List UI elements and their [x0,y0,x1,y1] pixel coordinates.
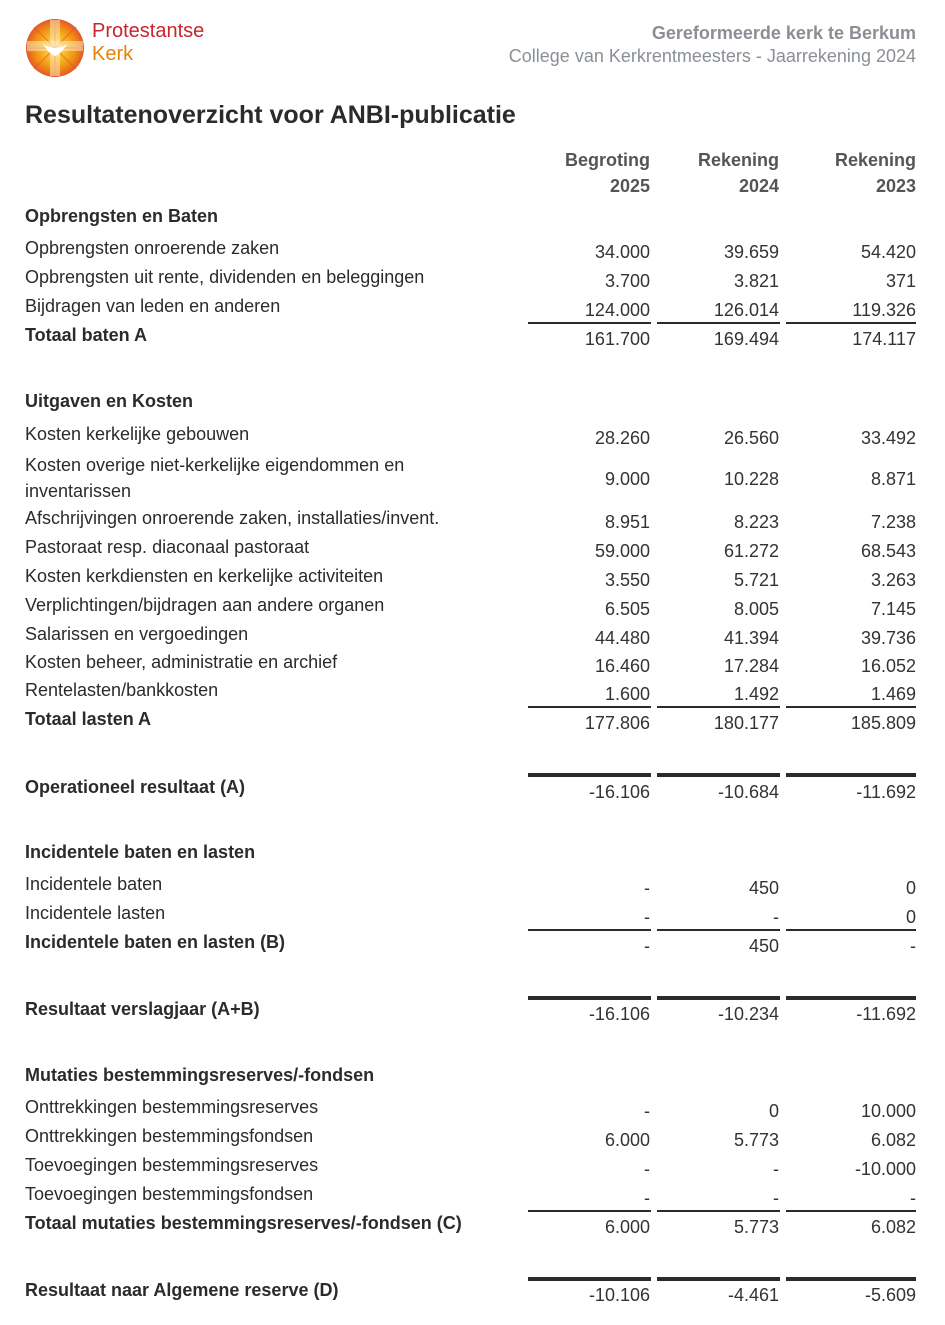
row-label: Kosten beheer, administratie en archief [25,652,338,672]
row-label: Kosten kerkdiensten en kerkelijke activiteiten [25,566,384,586]
row-label: Onttrekkingen bestemmingsreserves [25,1097,319,1117]
row-label: Verplichtingen/bijdragen aan andere organen [25,595,385,615]
row-label: Onttrekkingen bestemmingsfondsen [25,1126,314,1146]
value-2024: 39.659 [723,242,779,262]
total-row-mutaties [0,1212,945,1241]
row-label: Incidentele lasten [25,903,166,923]
value-2023: 174.117 [852,329,916,349]
table-row [0,1183,945,1212]
table-row [0,1096,945,1125]
value-2023: 3.263 [870,570,916,590]
row-label: Pastoraat resp. diaconaal pastoraat [25,537,310,557]
value-2023: 33.492 [860,428,916,448]
row-label: Totaal lasten A [25,709,152,729]
row-label: Resultaat verslagjaar (A+B) [25,999,260,1019]
value-2025: 177.806 [584,713,650,733]
value-2025: - [644,1101,650,1121]
value-2023: 185.809 [850,713,916,733]
column-header-line2: 2025 [609,176,650,196]
page-title: Resultatenoverzicht voor ANBI-publicatie [25,101,516,129]
section-heading [0,841,945,870]
row-label: Incidentele baten [25,874,163,894]
value-2025: 1.600 [604,684,650,704]
value-2024: 169.494 [713,329,779,349]
value-2023: 39.736 [860,628,916,648]
column-header-line1: Rekening [697,150,779,170]
value-2023: - [910,936,916,956]
section-title: Mutaties bestemmingsreserves/-fondsen [25,1065,375,1085]
logo-line-1: Protestantse [92,20,205,42]
row-label [25,452,404,504]
column-header-rekening-2023 [835,147,916,199]
value-2025: -16.106 [588,782,650,802]
value-2024: 3.821 [733,271,779,291]
table-row [0,295,945,324]
value-2024: 8.005 [733,599,779,619]
total-row-incidenteel [0,931,945,960]
document-header [509,22,916,68]
value-2024: 1.492 [733,684,779,704]
value-2023: -11.692 [856,1004,916,1024]
value-2024: 61.272 [723,541,779,561]
total-row-baten [0,324,945,353]
value-2023: 1.469 [870,684,916,704]
table-row [0,536,945,565]
row-label: Incidentele baten en lasten (B) [25,932,286,952]
value-2023: 119.326 [852,300,916,320]
value-2025: 6.505 [604,599,650,619]
value-2023: 6.082 [870,1217,916,1237]
row-label: Opbrengsten onroerende zaken [25,238,280,258]
row-label: Afschrijvingen onroerende zaken, installaties/invent. [25,508,440,528]
value-2024: 5.773 [733,1130,779,1150]
table-row [0,679,945,708]
value-2025: 28.260 [594,428,650,448]
table-row [0,423,945,452]
row-label: Kosten kerkelijke gebouwen [25,424,250,444]
value-2024: -4.461 [727,1285,779,1305]
value-2023: 68.543 [860,541,916,561]
value-2025: 3.700 [604,271,650,291]
value-2024: 126.014 [713,300,779,320]
table-row [0,902,945,931]
table-row [0,565,945,594]
value-2025: -16.106 [588,1004,650,1024]
row-label: Rentelasten/bankkosten [25,680,219,700]
value-2025: 3.550 [604,570,650,590]
column-header-rekening-2024 [698,147,779,199]
value-2025: 8.951 [604,512,650,532]
table-row [0,873,945,902]
value-2025: 59.000 [594,541,650,561]
value-2025: - [644,1159,650,1179]
value-2024: 180.177 [713,713,779,733]
section-heading [0,205,945,234]
value-2024: - [773,1159,779,1179]
row-label: Resultaat naar Algemene reserve (D) [25,1280,339,1300]
value-2024: 26.560 [723,428,779,448]
value-2024: 17.284 [723,656,779,676]
column-header-begroting-2025 [565,147,650,199]
value-2024: 8.223 [733,512,779,532]
value-2023: -5.609 [864,1285,916,1305]
value-2023: 8.871 [870,469,916,489]
logo-wordmark [92,20,204,66]
row-label: Opbrengsten uit rente, dividenden en beleggingen [25,267,425,287]
row-label: Totaal baten A [25,325,148,345]
row-label: Bijdragen van leden en anderen [25,296,281,316]
table-row [0,266,945,295]
table-row [0,651,945,680]
row-label: Salarissen en vergoedingen [25,624,249,644]
value-2025: 34.000 [594,242,650,262]
table-row [0,507,945,536]
value-2024: -10.234 [717,1004,779,1024]
table-row [0,452,945,504]
value-2024: 0 [768,1101,779,1121]
value-2024: - [773,907,779,927]
value-2024: 450 [748,936,779,956]
value-2025: - [644,936,650,956]
value-2025: 9.000 [604,469,650,489]
column-header-line1: Rekening [834,150,916,170]
value-2023: 371 [885,271,916,291]
value-2025: -10.106 [588,1285,650,1305]
value-2023: 7.145 [870,599,916,619]
value-2024: 41.394 [723,628,779,648]
row-label: Toevoegingen bestemmingsreserves [25,1155,319,1175]
value-2024: 10.228 [723,469,779,489]
value-2024: 5.721 [733,570,779,590]
table-row [0,237,945,266]
value-2025: 44.480 [594,628,650,648]
organization-name: Gereformeerde kerk te Berkum [651,23,916,43]
value-2023: 0 [905,878,916,898]
value-2024: 450 [748,878,779,898]
section-title: Uitgaven en Kosten [25,391,194,411]
column-header-line2: 2024 [738,176,779,196]
value-2025: 161.700 [584,329,650,349]
value-2023: -10.000 [854,1159,916,1179]
table-row [0,1154,945,1183]
value-2023: 54.420 [860,242,916,262]
value-2023: 7.238 [870,512,916,532]
total-row-lasten [0,708,945,737]
value-2024: - [773,1188,779,1208]
value-2025: 6.000 [604,1217,650,1237]
row-label-line1: Kosten overige niet-kerkelijke eigendommen en [25,455,405,475]
section-title: Opbrengsten en Baten [25,206,219,226]
row-label: Totaal mutaties bestemmingsreserves/-fondsen (C) [25,1213,462,1233]
value-2025: - [644,1188,650,1208]
value-2023: 10.000 [860,1101,916,1121]
table-row [0,1125,945,1154]
row-label: Operationeel resultaat (A) [25,777,246,797]
value-2024: 5.773 [733,1217,779,1237]
logo-line-2: Kerk [92,43,134,65]
section-heading [0,1064,945,1093]
result-row-algemene-reserve [0,1279,945,1308]
value-2024: -10.684 [717,782,779,802]
value-2025: - [644,907,650,927]
row-label-line2: inventarissen [25,481,132,501]
protestantse-kerk-logo-icon [25,18,85,78]
value-2025: - [644,878,650,898]
value-2023: - [910,1188,916,1208]
value-2025: 124.000 [584,300,650,320]
table-row [0,623,945,652]
table-row [0,594,945,623]
section-title: Incidentele baten en lasten [25,842,256,862]
column-header-line1: Begroting [565,150,650,170]
row-label: Toevoegingen bestemmingsfondsen [25,1184,314,1204]
value-2023: 6.082 [870,1130,916,1150]
value-2025: 6.000 [604,1130,650,1150]
section-heading [0,390,945,419]
column-header-line2: 2023 [875,176,916,196]
result-row-verslagjaar [0,998,945,1027]
value-2023: -11.692 [856,782,916,802]
document-subtitle: College van Kerkrentmeesters - Jaarrekening 2024 [508,46,916,66]
value-2023: 16.052 [860,656,916,676]
value-2023: 0 [905,907,916,927]
result-row-operationeel [0,776,945,805]
value-2025: 16.460 [594,656,650,676]
